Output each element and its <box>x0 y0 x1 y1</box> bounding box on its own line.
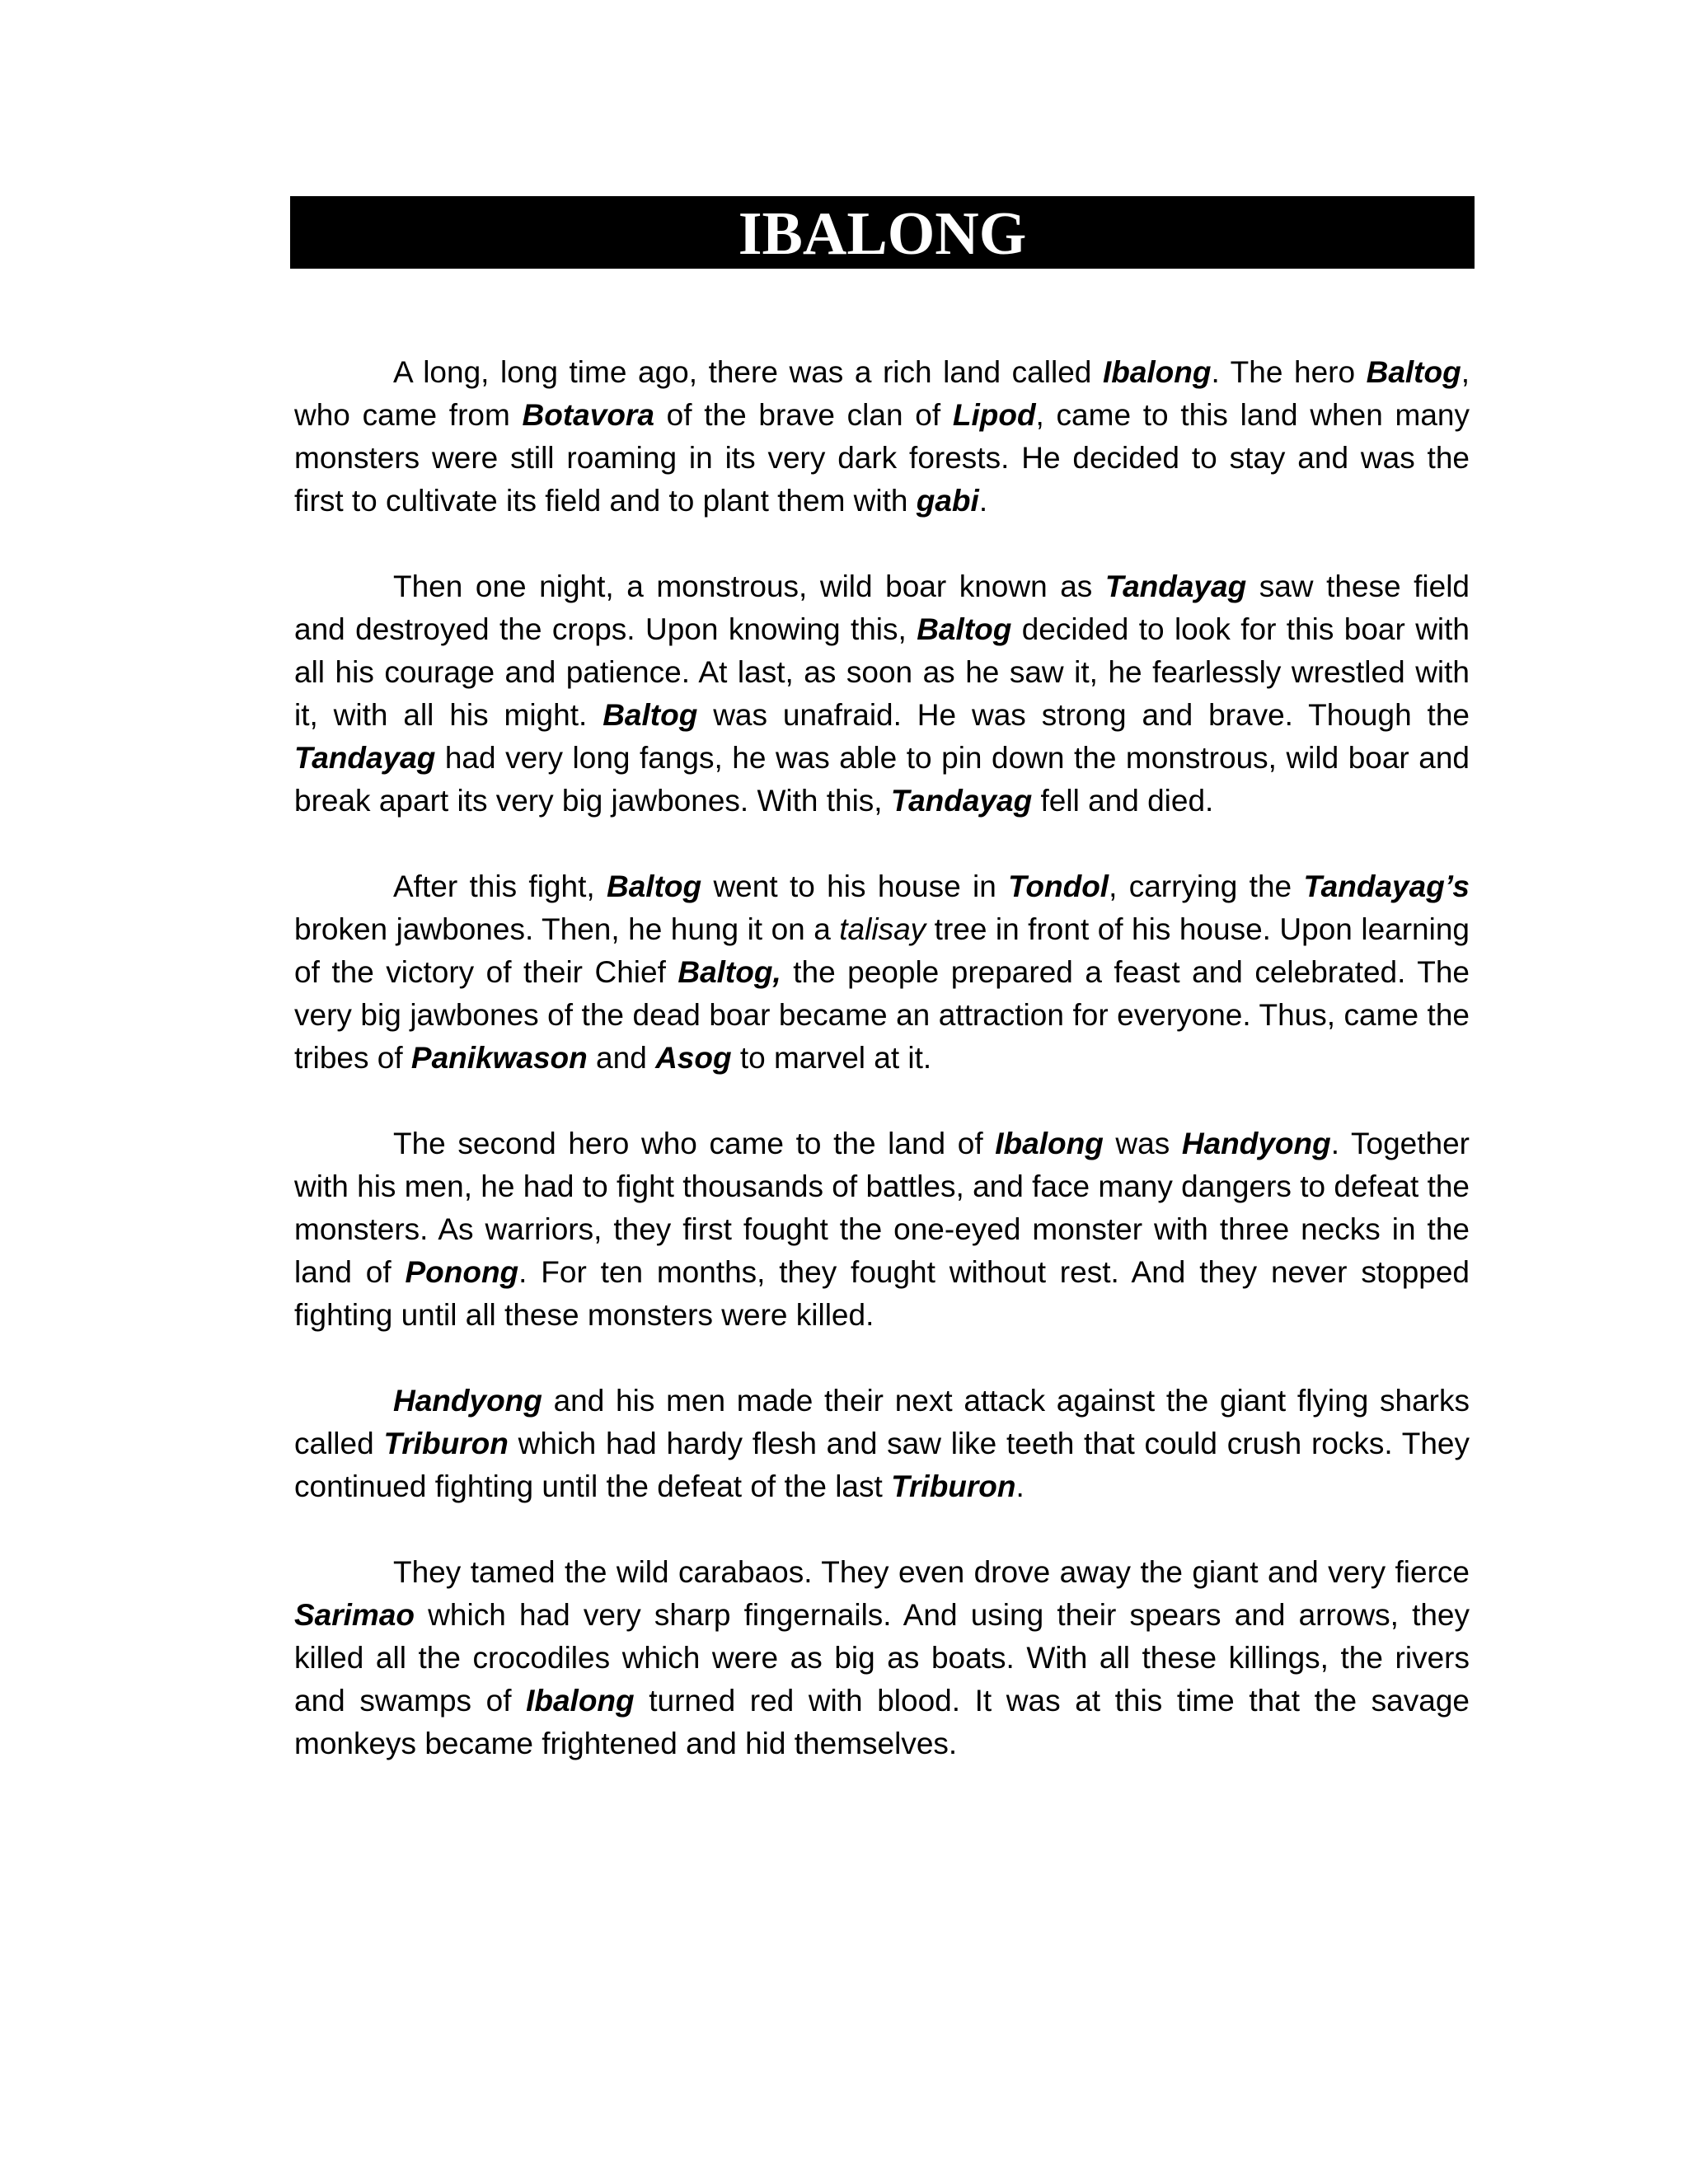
proper-name: Baltog <box>1366 355 1461 389</box>
paragraph <box>294 565 1470 823</box>
proper-name: Tandayag’s <box>1303 869 1470 903</box>
proper-name: Baltog, <box>678 955 781 989</box>
paragraph-text: After this fight, <box>393 869 607 903</box>
paragraph-text: went to his house in <box>701 869 1009 903</box>
proper-name: gabi <box>916 484 979 518</box>
proper-name: Baltog <box>603 698 698 732</box>
proper-name: Ibalong <box>526 1684 635 1718</box>
paragraph <box>294 865 1470 1080</box>
paragraph-text: which had very sharp fingernails. And using their spears and arrows, they killed all the crocodiles which were as big as boats. With all these killings, the rivers and swamps of <box>294 1598 1470 1718</box>
paragraph <box>294 1551 1470 1765</box>
proper-name: Triburon <box>891 1469 1016 1503</box>
paragraph-text: saw these field and destroyed the crops. Upon knowing this, <box>294 569 1470 646</box>
proper-name: Triburon <box>383 1427 509 1460</box>
proper-name: Baltog <box>607 869 702 903</box>
italic-term: talisay <box>839 912 926 946</box>
paragraph-text: The second hero who came to the land of <box>393 1127 996 1160</box>
proper-name: Handyong <box>1181 1127 1331 1160</box>
paragraph <box>294 351 1470 523</box>
paragraph-text: of the brave clan of <box>654 398 953 432</box>
paragraph-text: . <box>1015 1469 1025 1503</box>
paragraph-text: decided to look for this boar with all his courage and patience. At last, as soon as he saw it, he fearlessly wrestled with it, with all his might. <box>294 612 1470 732</box>
proper-name: Botavora <box>522 398 654 432</box>
paragraph-text: to marvel at it. <box>731 1041 932 1075</box>
paragraph-text: was <box>1103 1127 1182 1160</box>
paragraph-text: . <box>978 484 988 518</box>
proper-name: Ibalong <box>1102 355 1212 389</box>
proper-name: Tandayag <box>294 741 436 775</box>
paragraph-text: , who came from <box>294 355 1470 432</box>
paragraph-text: fell and died. <box>1032 784 1214 818</box>
proper-name: Tandayag <box>1104 569 1247 603</box>
paragraph-text: was unafraid. He was strong and brave. Though the <box>697 698 1470 732</box>
paragraph <box>294 1380 1470 1508</box>
paragraph-text: the people prepared a feast and celebrated. The very big jawbones of the dead boar became an attraction for everyone. Thus, came the tribes of <box>294 955 1470 1075</box>
paragraph-text: turned red with blood. It was at this time that the savage monkeys became frightened and hid themselves. <box>294 1684 1470 1760</box>
paragraph-text: and <box>587 1041 656 1075</box>
proper-name: Handyong <box>393 1384 542 1418</box>
story-body <box>294 351 1470 1808</box>
paragraph-text: . The hero <box>1211 355 1367 389</box>
paragraph-text: They tamed the wild carabaos. They even drove away the giant and very fierce <box>393 1555 1470 1589</box>
paragraph-text: and his men made their next attack against the giant flying sharks called <box>294 1384 1470 1460</box>
proper-name: Tondol <box>1008 869 1109 903</box>
paragraph-text: , came to this land when many monsters were still roaming in its very dark forests. He decided to stay and was the first to cultivate its field and to plant them with <box>294 398 1470 518</box>
paragraph-text: Then one night, a monstrous, wild boar known as <box>393 569 1105 603</box>
paragraph-text: broken jawbones. Then, he hung it on a <box>294 912 840 946</box>
proper-name: Ibalong <box>995 1127 1104 1160</box>
paragraph <box>294 1122 1470 1337</box>
title-banner <box>290 196 1475 269</box>
proper-name: Tandayag <box>890 784 1033 818</box>
paragraph-text: tree in front of his house. Upon learning of the victory of their Chief <box>294 912 1470 989</box>
proper-name: Lipod <box>952 398 1036 432</box>
paragraph-text: . Together with his men, he had to fight thousands of battles, and face many dangers to defeat the monsters. As warriors, they first fought the one-eyed monster with three necks in the land of <box>294 1127 1470 1289</box>
proper-name: Ponong <box>405 1255 519 1289</box>
proper-name: Baltog <box>917 612 1012 646</box>
proper-name: Panikwason <box>410 1041 588 1075</box>
paragraph-text: . For ten months, they fought without rest. And they never stopped fighting until all these monsters were killed. <box>294 1255 1470 1332</box>
paragraph-text: A long, long time ago, there was a rich land called <box>393 355 1103 389</box>
paragraph-text: which had hardy flesh and saw like teeth that could crush rocks. They continued fighting until the defeat of the last <box>294 1427 1470 1503</box>
paragraph-text: , carrying the <box>1109 869 1304 903</box>
proper-name: Asog <box>655 1041 732 1075</box>
page-title: IBALONG <box>738 200 1027 268</box>
proper-name: Sarimao <box>294 1598 415 1632</box>
paragraph-text: had very long fangs, he was able to pin down the monstrous, wild boar and break apart its very big jawbones. With this, <box>294 741 1470 818</box>
